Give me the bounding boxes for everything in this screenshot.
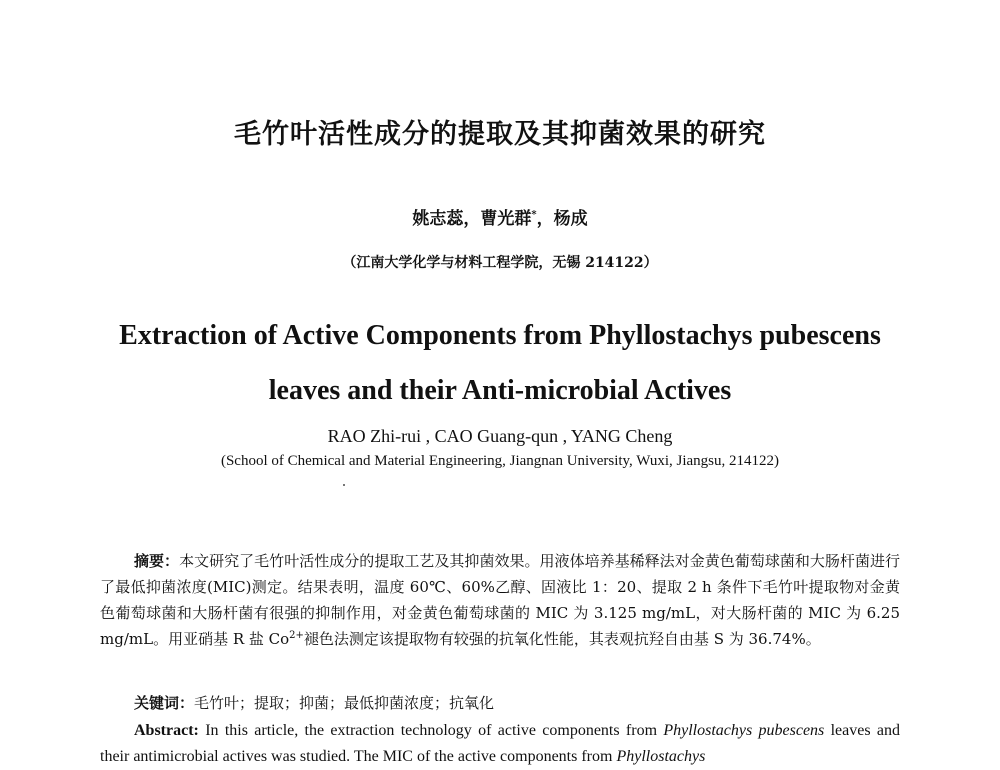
stray-dot bbox=[343, 484, 345, 486]
english-abstract-species-1: Phyllostachys pubescens bbox=[663, 722, 825, 739]
english-abstract-label: Abstract: bbox=[134, 722, 199, 739]
english-abstract-species-2: Phyllostachys bbox=[616, 748, 706, 765]
chinese-affiliation: （江南大学化学与材料工程学院，无锡 214122） bbox=[342, 255, 658, 271]
english-affiliation: (School of Chemical and Material Engineering, Jiangnan University, Wuxi, Jiangsu, 214122) bbox=[220, 453, 780, 469]
cobalt-charge: 2+ bbox=[289, 630, 304, 641]
chinese-authors-main: 姚志蕊，曹光群 bbox=[412, 209, 532, 229]
english-abstract-text-1: In this article, the extraction technology of active components from bbox=[198, 722, 664, 739]
chinese-authors-tail: ，杨成 bbox=[536, 209, 588, 229]
chinese-keywords-label: 关键词： bbox=[134, 694, 195, 712]
chinese-abstract bbox=[100, 548, 900, 652]
chinese-title: 毛竹叶活性成分的提取及其抑菌效果的研究 bbox=[234, 119, 766, 150]
chinese-authors bbox=[0, 204, 1000, 229]
chinese-keywords bbox=[100, 690, 900, 716]
english-title-line-1: Extraction of Active Components from Phyllostachys pubescens bbox=[119, 320, 881, 351]
chinese-keywords-text: 毛竹叶；提取；抑菌；最低抑菌浓度；抗氧化 bbox=[194, 694, 495, 712]
english-abstract bbox=[100, 718, 900, 770]
english-title-line-2: leaves and their Anti-microbial Actives bbox=[268, 375, 732, 406]
english-abstract-text-2: leaves and their antimicrobial actives was studied. The MIC of the active components from bbox=[100, 722, 901, 765]
chinese-abstract-label: 摘要： bbox=[134, 552, 180, 570]
chinese-abstract-text-1: 本文研究了毛竹叶活性成分的提取工艺及其抑菌效果。用液体培养基稀释法对金黄色葡萄球菌和大肠杆菌进行了最低抑菌浓度(MIC)测定。结果表明，温度 60℃、60%乙醇、固液比 1：20、提取 2 h 条件下毛竹叶提取物对金黄色葡萄球菌和大肠杆菌有很强的抑制作用，对金黄色葡萄球菌的 MIC 为 3.125 mg/mL，对大肠杆菌的 MIC 为 6.25 mg/mL。用亚硝基 R 盐 Co bbox=[100, 552, 900, 648]
chinese-abstract-text-2: 褪色法测定该提取物有较强的抗氧化性能，其表观抗羟自由基 S 为 36.74%。 bbox=[303, 630, 821, 648]
english-authors: RAO Zhi-rui , CAO Guang-qun , YANG Cheng bbox=[327, 426, 673, 446]
corresponding-author-mark: * bbox=[531, 209, 537, 221]
